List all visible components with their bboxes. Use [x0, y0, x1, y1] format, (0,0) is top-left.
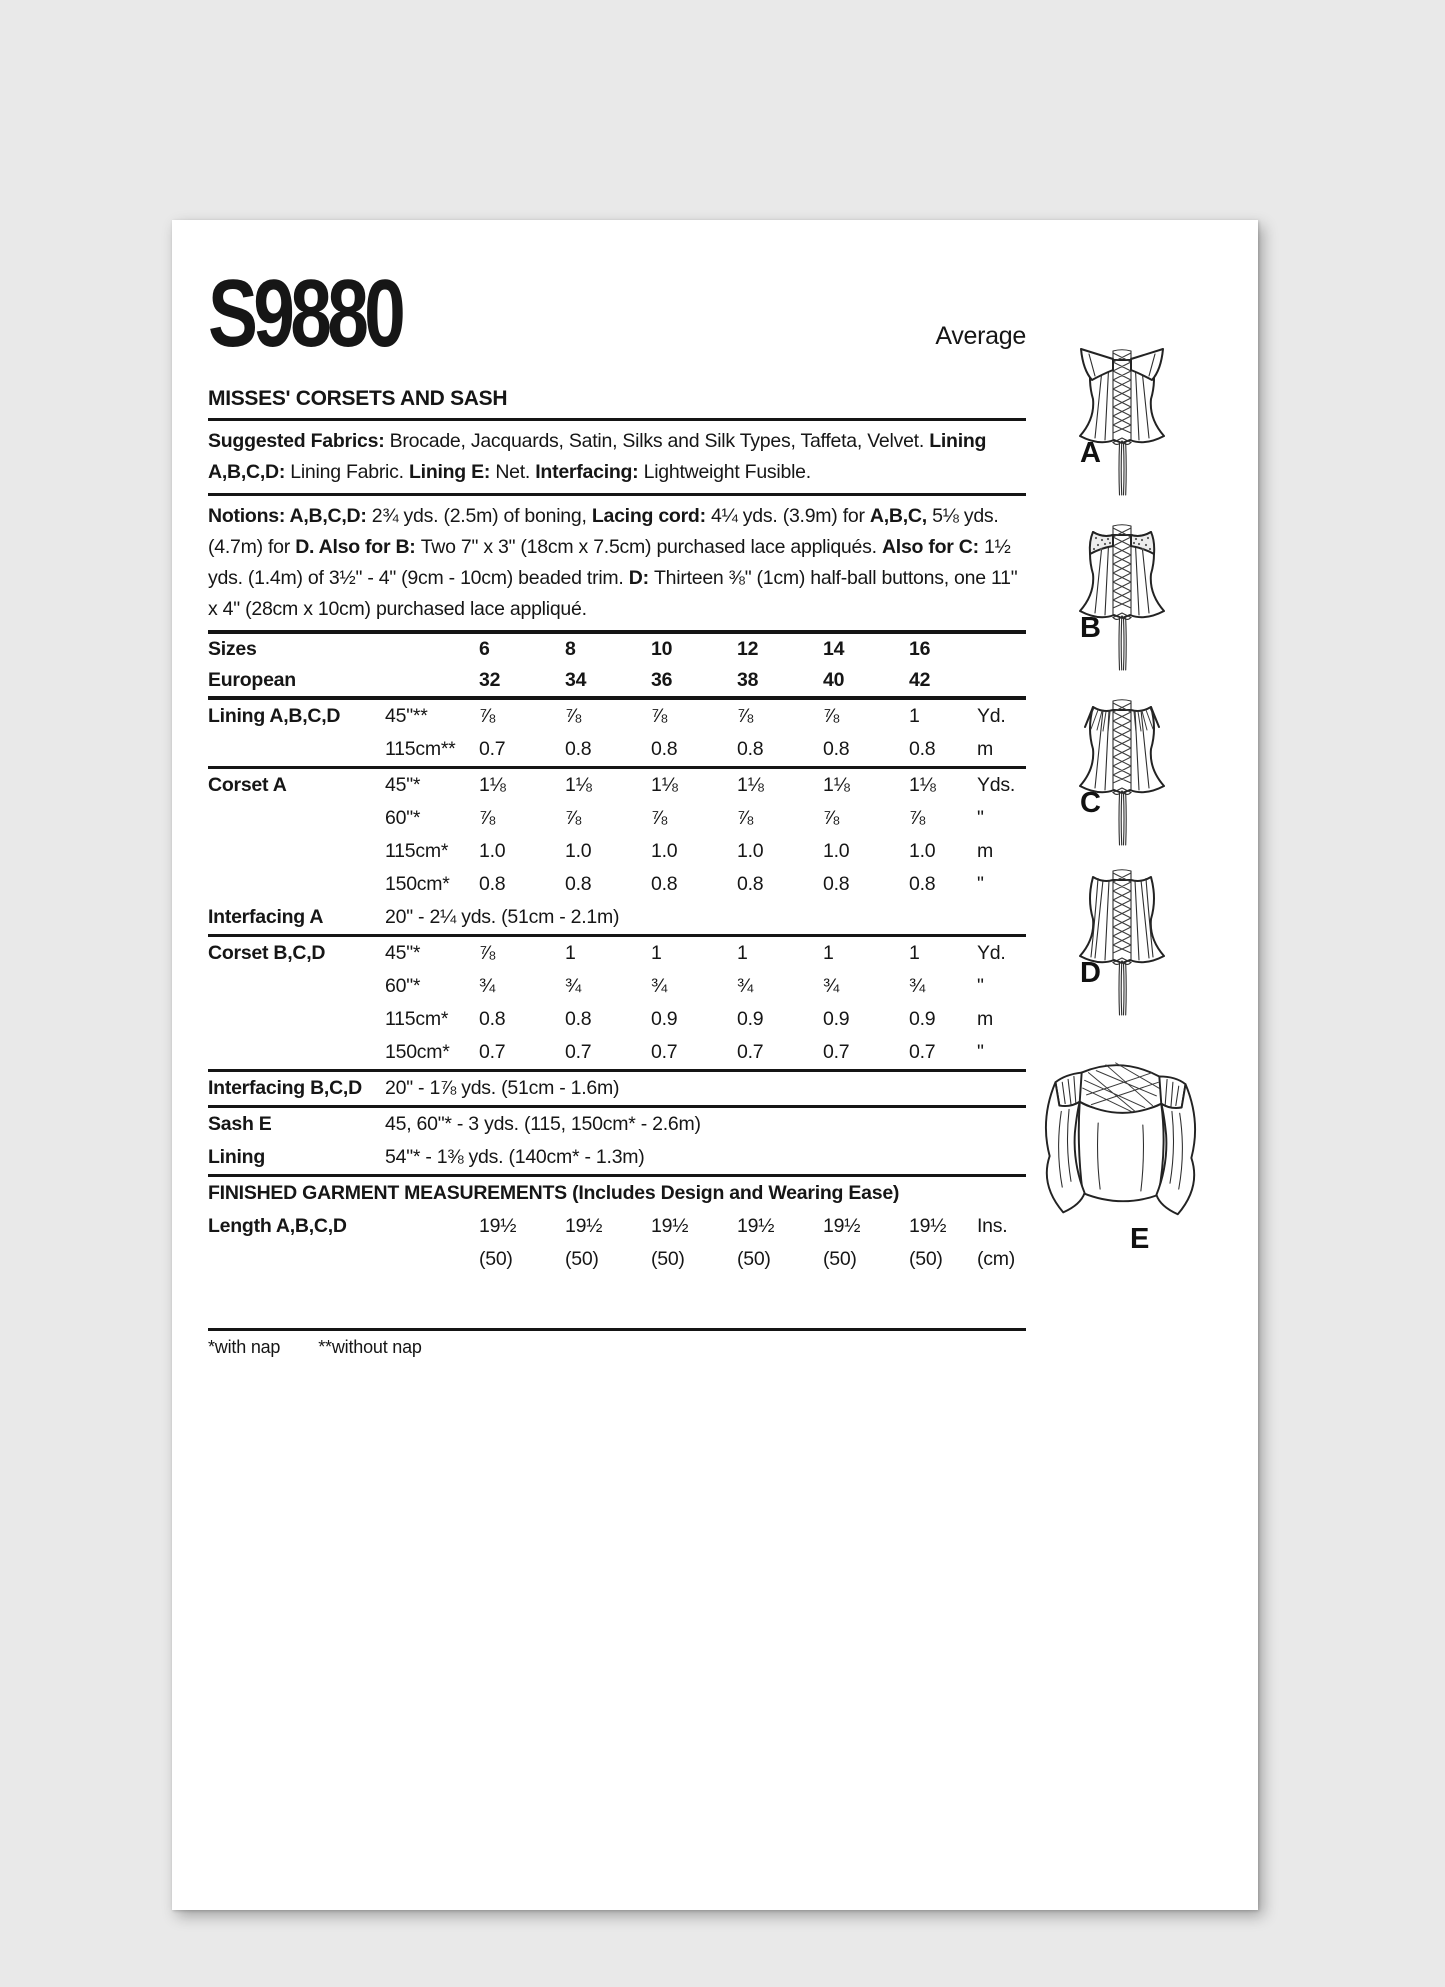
- table-row: [208, 802, 1026, 835]
- table-cell: ⅞: [651, 705, 668, 728]
- table-cell: Length A,B,C,D: [208, 1215, 347, 1238]
- figure-view-b: [1072, 518, 1172, 678]
- table-row: [208, 1036, 1026, 1069]
- table-cell: Sizes: [208, 638, 257, 661]
- table-cell: 1⅛: [823, 774, 850, 797]
- table-cell: ⅞: [479, 942, 496, 965]
- divider-rule: [208, 418, 1026, 421]
- table-cell: 0.7: [823, 1041, 850, 1064]
- text-segment: Thirteen ⅜" (1cm) half-ball buttons, one 11" x 4" (28cm x 10cm) purchased lace appliqué.: [208, 567, 1018, 621]
- table-cell: 1: [565, 942, 576, 965]
- table-cell: ": [977, 873, 984, 896]
- figure-label-d: D: [1080, 957, 1101, 989]
- table-cell: 32: [479, 669, 501, 692]
- table-cell: 19½: [909, 1215, 947, 1238]
- table-cell: ": [977, 975, 984, 998]
- table-cell: Yds.: [977, 774, 1016, 797]
- text-segment: Net.: [495, 461, 536, 484]
- table-cell: 0.8: [651, 873, 678, 896]
- figure-view-c: [1072, 693, 1172, 853]
- pattern-title: MISSES' CORSETS AND SASH: [208, 387, 508, 410]
- text-segment: Lining Fabric.: [290, 461, 409, 484]
- table-cell: ⅞: [479, 807, 496, 830]
- table-cell: 1: [823, 942, 834, 965]
- table-cell: m: [977, 738, 993, 761]
- table-cell: 0.8: [823, 873, 850, 896]
- figure-label-e: E: [1130, 1223, 1150, 1255]
- table-cell: 19½: [651, 1215, 689, 1238]
- table-cell: 19½: [565, 1215, 603, 1238]
- figure-view-a: [1072, 343, 1172, 503]
- table-cell: 45"*: [385, 774, 421, 797]
- table-cell: ¾: [479, 975, 496, 998]
- table-cell: 115cm*: [385, 1008, 449, 1031]
- table-cell: ⅞: [823, 705, 840, 728]
- footnote-with-nap: *with nap: [208, 1337, 281, 1358]
- difficulty-label: Average: [935, 322, 1026, 350]
- table-cell: 0.9: [823, 1008, 850, 1031]
- table-cell: Interfacing B,C,D: [208, 1077, 362, 1100]
- table-cell: 150cm*: [385, 1041, 450, 1064]
- table-cell: ⅞: [823, 807, 840, 830]
- table-cell: 36: [651, 669, 673, 692]
- table-cell: ⅞: [565, 807, 582, 830]
- table-cell: 20" - 2¼ yds. (51cm - 2.1m): [385, 906, 620, 929]
- text-segment: Two 7" x 3" (18cm x 7.5cm) purchased lace appliqués.: [420, 536, 882, 559]
- table-cell: 6: [479, 638, 490, 661]
- table-cell: 0.8: [479, 1008, 506, 1031]
- corset-c-illustration: [1072, 693, 1172, 851]
- corset-a-illustration: [1072, 343, 1172, 501]
- footnote-without-nap: **without nap: [318, 1337, 422, 1358]
- table-cell: Lining: [208, 1146, 265, 1169]
- table-cell: ¾: [565, 975, 582, 998]
- table-cell: 1: [909, 942, 920, 965]
- table-cell: 0.7: [479, 1041, 506, 1064]
- table-row: [208, 1108, 1026, 1141]
- text-segment: Notions: A,B,C,D:: [208, 505, 372, 528]
- corset-d-illustration: [1072, 863, 1172, 1021]
- table-cell: 10: [651, 638, 673, 661]
- table-row: [208, 1072, 1026, 1105]
- table-cell: 1: [737, 942, 748, 965]
- table-cell: 14: [823, 638, 845, 661]
- table-cell: 115cm*: [385, 840, 449, 863]
- table-cell: 115cm**: [385, 738, 456, 761]
- table-cell: Corset A: [208, 774, 287, 797]
- table-cell: Corset B,C,D: [208, 942, 326, 965]
- table-cell: 0.8: [909, 873, 936, 896]
- text-segment: Lining A,B,C,D:: [208, 430, 987, 484]
- notions-paragraph: [208, 501, 1026, 625]
- table-cell: 42: [909, 669, 931, 692]
- table-row: [208, 733, 1026, 766]
- text-segment: Brocade, Jacquards, Satin, Silks and Silk Types, Taffeta, Velvet.: [389, 430, 930, 453]
- suggested-fabrics-paragraph: [208, 426, 1026, 488]
- table-cell: 0.8: [565, 1008, 592, 1031]
- table-cell: ¾: [909, 975, 926, 998]
- table-cell: ¾: [823, 975, 840, 998]
- table-cell: (50): [565, 1248, 599, 1271]
- table-cell: 0.8: [565, 738, 592, 761]
- table-cell: 1⅛: [651, 774, 678, 797]
- table-cell: 0.8: [651, 738, 678, 761]
- table-row: [208, 970, 1026, 1003]
- table-row: [208, 769, 1026, 802]
- table-cell: 0.8: [565, 873, 592, 896]
- table-cell: 16: [909, 638, 931, 661]
- table-cell: ⅞: [909, 807, 926, 830]
- text-segment: 4¼ yds. (3.9m) for: [711, 505, 870, 528]
- footnote: [208, 1337, 1026, 1358]
- text-segment: D:: [628, 567, 654, 590]
- text-column: [208, 220, 1026, 1358]
- table-cell: 0.7: [565, 1041, 592, 1064]
- table-cell: ": [977, 807, 984, 830]
- table-row: [208, 937, 1026, 970]
- table-cell: (cm): [977, 1248, 1015, 1271]
- table-cell: 1.0: [737, 840, 764, 863]
- table-cell: 0.8: [737, 873, 764, 896]
- table-cell: (50): [651, 1248, 685, 1271]
- table-row: [208, 1243, 1026, 1276]
- table-cell: 0.8: [909, 738, 936, 761]
- figure-view-d: [1072, 863, 1172, 1023]
- table-cell: Interfacing A: [208, 906, 324, 929]
- table-cell: Ins.: [977, 1215, 1008, 1238]
- table-row: [208, 665, 1026, 696]
- table-cell: 1.0: [479, 840, 506, 863]
- table-cell: 1⅛: [565, 774, 592, 797]
- text-segment: Lining E:: [408, 461, 496, 484]
- table-row: [208, 1210, 1026, 1243]
- pattern-envelope-back: [172, 220, 1258, 1910]
- table-cell: ⅞: [737, 705, 754, 728]
- table-cell: (50): [909, 1248, 943, 1271]
- table-cell: 1.0: [565, 840, 592, 863]
- table-cell: 150cm*: [385, 873, 450, 896]
- text-segment: 2¾ yds. (2.5m) of boning,: [371, 505, 592, 528]
- figure-view-e: [1038, 1051, 1203, 1261]
- table-cell: 0.9: [651, 1008, 678, 1031]
- table-cell: m: [977, 1008, 993, 1031]
- table-cell: 0.7: [909, 1041, 936, 1064]
- table-row: [208, 700, 1026, 733]
- table-cell: 0.9: [909, 1008, 936, 1031]
- text-segment: Also for C:: [881, 536, 985, 559]
- divider-rule: [208, 493, 1026, 496]
- table-cell: 38: [737, 669, 759, 692]
- table-cell: 1.0: [909, 840, 936, 863]
- table-cell: Yd.: [977, 705, 1006, 728]
- table-cell: 0.7: [479, 738, 506, 761]
- table-cell: 40: [823, 669, 845, 692]
- text-segment: D. Also for B:: [295, 536, 421, 559]
- table-cell: 1: [651, 942, 662, 965]
- table-cell: 60"*: [385, 807, 421, 830]
- table-cell: FINISHED GARMENT MEASUREMENTS (Includes Design and Wearing Ease): [208, 1182, 900, 1205]
- table-cell: 45"*: [385, 942, 421, 965]
- table-cell: ⅞: [479, 705, 496, 728]
- table-row: [208, 901, 1026, 934]
- table-cell: Sash E: [208, 1113, 272, 1136]
- table-cell: 1.0: [823, 840, 850, 863]
- table-cell: 12: [737, 638, 759, 661]
- table-cell: ¾: [651, 975, 668, 998]
- table-cell: 0.8: [737, 738, 764, 761]
- corset-b-illustration: [1072, 518, 1172, 676]
- table-cell: ": [977, 1041, 984, 1064]
- table-row: [208, 835, 1026, 868]
- table-cell: (50): [737, 1248, 771, 1271]
- text-segment: Lightweight Fusible.: [643, 461, 811, 484]
- table-row: [208, 1177, 1026, 1210]
- table-cell: Yd.: [977, 942, 1006, 965]
- table-cell: Lining A,B,C,D: [208, 705, 341, 728]
- text-segment: Interfacing:: [535, 461, 644, 484]
- text-segment: 5⅛ yds. (4.7m) for: [208, 505, 999, 559]
- yardage-table: [208, 630, 1026, 1276]
- table-cell: 19½: [737, 1215, 775, 1238]
- figure-label-b: B: [1080, 612, 1101, 644]
- text-segment: Suggested Fabrics:: [208, 430, 390, 453]
- table-row: [208, 1141, 1026, 1174]
- pattern-number: S9880: [208, 260, 402, 367]
- sash-e-illustration: [1038, 1051, 1203, 1231]
- table-cell: ⅞: [651, 807, 668, 830]
- text-segment: Lacing cord:: [591, 505, 711, 528]
- table-cell: 8: [565, 638, 576, 661]
- table-cell: 0.8: [823, 738, 850, 761]
- table-cell: 0.9: [737, 1008, 764, 1031]
- table-row: [208, 868, 1026, 901]
- table-cell: 0.7: [651, 1041, 678, 1064]
- table-row: [208, 634, 1026, 665]
- table-cell: ¾: [737, 975, 754, 998]
- table-cell: (50): [823, 1248, 857, 1271]
- text-segment: A,B,C,: [869, 505, 933, 528]
- table-cell: m: [977, 840, 993, 863]
- table-cell: 0.8: [479, 873, 506, 896]
- footnote-rule: [208, 1328, 1026, 1331]
- table-cell: 1⅛: [909, 774, 936, 797]
- figure-label-c: C: [1080, 787, 1101, 819]
- figure-label-a: A: [1080, 437, 1101, 469]
- table-row: [208, 1003, 1026, 1036]
- table-cell: 0.7: [737, 1041, 764, 1064]
- table-cell: 1⅛: [479, 774, 506, 797]
- table-cell: 1: [909, 705, 920, 728]
- table-cell: ⅞: [565, 705, 582, 728]
- table-cell: 20" - 1⅞ yds. (51cm - 1.6m): [385, 1077, 620, 1100]
- table-cell: ⅞: [737, 807, 754, 830]
- table-cell: (50): [479, 1248, 513, 1271]
- table-cell: 1⅛: [737, 774, 764, 797]
- table-cell: 54"* - 1⅜ yds. (140cm* - 1.3m): [385, 1146, 645, 1169]
- table-cell: 34: [565, 669, 587, 692]
- table-cell: 60"*: [385, 975, 421, 998]
- table-cell: 19½: [479, 1215, 517, 1238]
- table-cell: 19½: [823, 1215, 861, 1238]
- table-cell: European: [208, 669, 296, 692]
- text-segment: 1½ yds. (1.4m) of 3½" - 4" (9cm - 10cm) beaded trim.: [208, 536, 1011, 590]
- table-cell: 45, 60"* - 3 yds. (115, 150cm* - 2.6m): [385, 1113, 701, 1136]
- table-cell: 45"**: [385, 705, 428, 728]
- table-cell: 1.0: [651, 840, 678, 863]
